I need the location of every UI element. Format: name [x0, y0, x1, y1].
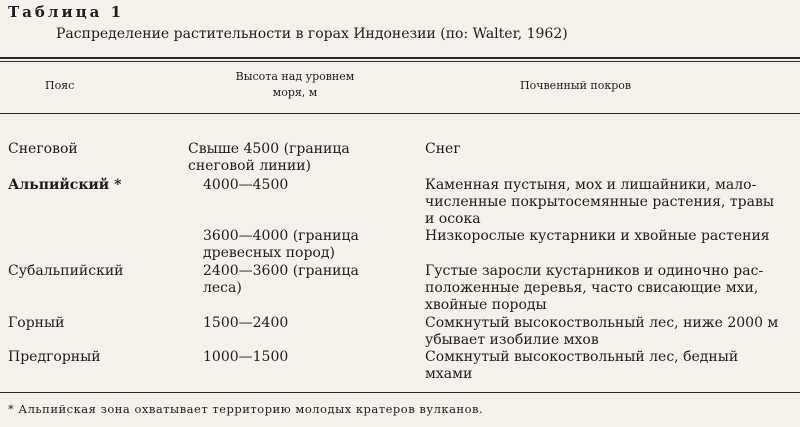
- row-1-soil-line3: и осока: [425, 211, 481, 227]
- row-3-altitude: [203, 263, 359, 297]
- top-rule: [0, 57, 800, 59]
- row-3-soil: [425, 263, 763, 314]
- header-altitude-line1: Высота над уровнем: [235, 70, 355, 83]
- row-2-soil-line1: Низкорослые кустарники и хвойные растения: [425, 228, 770, 244]
- row-4-altitude-line1: 1500—2400: [203, 315, 289, 331]
- row-5-soil: [425, 349, 738, 383]
- row-3-soil-line2: положенные деревья, часто свисающие мхи,: [425, 280, 759, 296]
- row-1-soil-line1: Каменная пустыня, мох и лишайники, мало-: [425, 177, 757, 193]
- bottom-rule: [0, 392, 800, 393]
- table-subtitle: Распределение растительности в горах Индонезии (по: Walter, 1962): [56, 26, 568, 42]
- row-2-soil: [425, 228, 770, 245]
- row-4-soil-line1: Сомкнутый высокоствольный лес, ниже 2000 м: [425, 315, 779, 331]
- row-3-altitude-line2: леса): [203, 280, 242, 296]
- header-altitude-line2: моря, м: [272, 86, 318, 99]
- row-0-altitude-line1: Свыше 4500 (граница: [188, 141, 350, 157]
- row-5-soil-line1: Сомкнутый высокоствольный лес, бедный: [425, 349, 739, 365]
- row-1-zone: Альпийский *: [8, 177, 122, 193]
- row-1-soil-line2: численные покрытосемянные растения, травы: [425, 194, 774, 210]
- row-0-zone: Снеговой: [8, 141, 78, 157]
- row-3-altitude-line1: 2400—3600 (граница: [203, 263, 359, 279]
- row-0-soil: [425, 141, 461, 158]
- top-rule-thin: [0, 61, 800, 62]
- row-3-zone: Субальпийский: [8, 263, 124, 279]
- header-altitude: [205, 69, 385, 101]
- header-rule: [0, 113, 800, 114]
- row-5-altitude-line1: 1000—1500: [203, 349, 289, 365]
- row-4-altitude: [203, 315, 288, 332]
- row-5-altitude: [203, 349, 288, 366]
- row-2-altitude-line2: древесных пород): [203, 245, 335, 261]
- row-4-soil: [425, 315, 778, 349]
- row-2-altitude-line1: 3600—4000 (граница: [203, 228, 359, 244]
- header-soil: Почвенный покров: [520, 79, 632, 92]
- table-title: Таблица 1: [8, 3, 125, 21]
- row-1-altitude-line1: 4000—4500: [203, 177, 289, 193]
- row-3-soil-line3: хвойные породы: [425, 297, 547, 313]
- footnote: * Альпийская зона охватывает территорию молодых кратеров вулканов.: [8, 402, 484, 416]
- row-1-altitude: [203, 177, 288, 194]
- row-3-soil-line1: Густые заросли кустарников и одиночно рас-: [425, 263, 764, 279]
- row-0-altitude-line2: снеговой линии): [188, 158, 311, 174]
- row-5-soil-line2: мхами: [425, 366, 473, 382]
- header-zone: Пояс: [45, 79, 75, 92]
- row-0-soil-line1: Снег: [425, 141, 461, 157]
- row-5-zone: Предгорный: [8, 349, 101, 365]
- row-4-soil-line2: убывает изобилие мхов: [425, 332, 599, 348]
- row-2-altitude: [203, 228, 359, 262]
- row-4-zone: Горный: [8, 315, 65, 331]
- row-0-altitude: [188, 141, 350, 175]
- row-1-soil: [425, 177, 774, 228]
